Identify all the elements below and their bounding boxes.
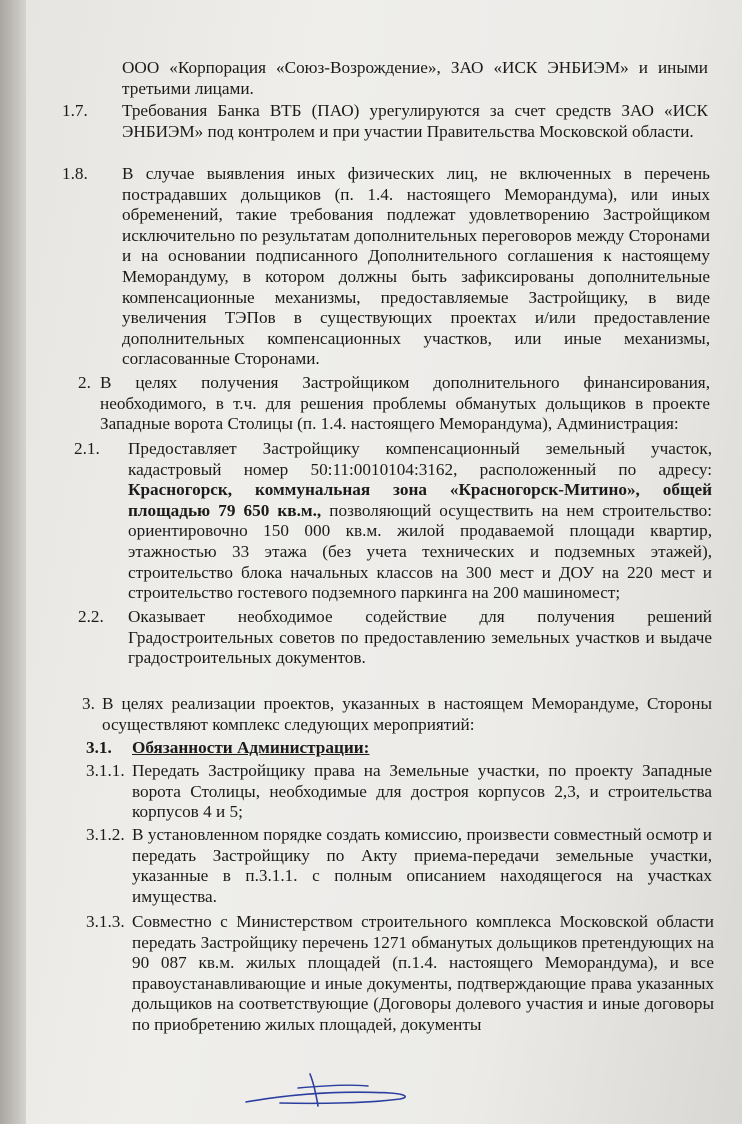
clause-3-text: В целях реализации проектов, указанных в настоящем Меморандуме, Стороны осуществляют комплекс следующих мероприятий: [102, 694, 712, 734]
clause-number-2-2: 2.2. [78, 607, 104, 626]
clause-2-1-text-b: позволяющий осуществить на нем строительство: ориентировочно 150 000 кв.м. жилой продаваемой площади квартир, этажностью 33 этажа (без учета технических и подземных этажей), строительство блока начальных классов на 300 мест и ДОУ на 220 мест и строительство гостевого подземного паркинга на 200 машиномест; [128, 500, 713, 603]
clause-number-3-1-1: 3.1.1. [86, 761, 125, 780]
clause-1-7-text: Требования Банка ВТБ (ПАО) урегулируются за счет средств ЗАО «ИСК ЭНБИЭМ» под контролем и при участии Правительства Московской области. [122, 101, 708, 141]
clause-2-text: В целях получения Застройщиком дополнительного финансирования, необходимого, в т.ч. для решения проблемы обманутых дольщиков в проекте Западные ворота Столицы (п. 1.4. настоящего Меморандума), Администрация: [100, 373, 710, 434]
clause-number-3: 3. [82, 694, 95, 713]
clause-3-1-2-text: В установленном порядке создать комиссию, произвести совместный осмотр и передать Застройщику по Акту приема-передачи земельные участки, указанные в п.3.1.1. с полным описанием находящегося на участках имущества. [132, 825, 712, 906]
paragraph-continuation: ООО «Корпорация «Союз-Возрождение», ЗАО «ИСК ЭНБИЭМ» и иными третьими лицами. [122, 58, 708, 98]
page-edge-shadow [0, 0, 26, 1124]
clause-number-2: 2. [78, 373, 91, 392]
clause-2-1-address-bold: Красногорск, коммунальная зона «Красногорск-Митино», общей площадью 79 650 кв.м., [128, 480, 712, 520]
clause-number-1-8: 1.8. [62, 164, 88, 183]
clause-number-3-1-3: 3.1.3. [86, 912, 125, 931]
clause-number-1-7: 1.7. [62, 101, 88, 120]
clause-3-1-3-text: Совместно с Министерством строительного комплекса Московской области передать Застройщику перечень 1271 обманутых дольщиков претендующих на 90 087 кв.м. жилых площадей (п.1.4. настоящего Меморандума), и все правоустанавливающие и иные документы, подтверждающие права указанных дольщиков на соответствующие (Договоры долевого участия и иные договоры по приобретению жилых площадей, документы [132, 912, 714, 1034]
clause-1-8-text: В случае выявления иных физических лиц, не включенных в перечень пострадавших дольщиков (п. 1.4. настоящего Меморандума), или иных обременений, такие требования подлежат удовлетворению Застройщиком исключительно по результатам дополнительных переговоров между Сторонами и на основании подписанного Дополнительного соглашения к настоящему Меморандуму, в котором должны быть зафиксированы дополнительные компенсационные механизмы, предоставляемые Застройщику, в виде увеличения ТЭПов в существующих проектах и/или предоставление дополнительных компенсационных участков, или иные механизмы, согласованные Сторонами. [122, 164, 710, 369]
clause-3-1-heading: Обязанности Администрации: [132, 738, 370, 757]
clause-3-1-1-text: Передать Застройщику права на Земельные участки, по проекту Западные ворота Столицы, необходимые для достроя корпусов 2,3, и строительства корпусов 4 и 5; [132, 761, 712, 822]
clause-2-1-text [128, 439, 712, 604]
clause-number-3-1-2: 3.1.2. [86, 825, 125, 844]
clause-number-2-1: 2.1. [74, 439, 100, 458]
handwritten-signature [240, 1066, 430, 1112]
clause-2-1-text-a: Предоставляет Застройщику компенсационный земельный участок, кадастровый номер 50:11:0010104:3162, расположенный по адресу: [128, 439, 712, 479]
clause-2-2-text: Оказывает необходимое содействие для получения решений Градостроительных советов по предоставлению земельных участков и выдаче градостроительных документов. [128, 607, 712, 668]
clause-number-3-1: 3.1. [86, 738, 112, 757]
